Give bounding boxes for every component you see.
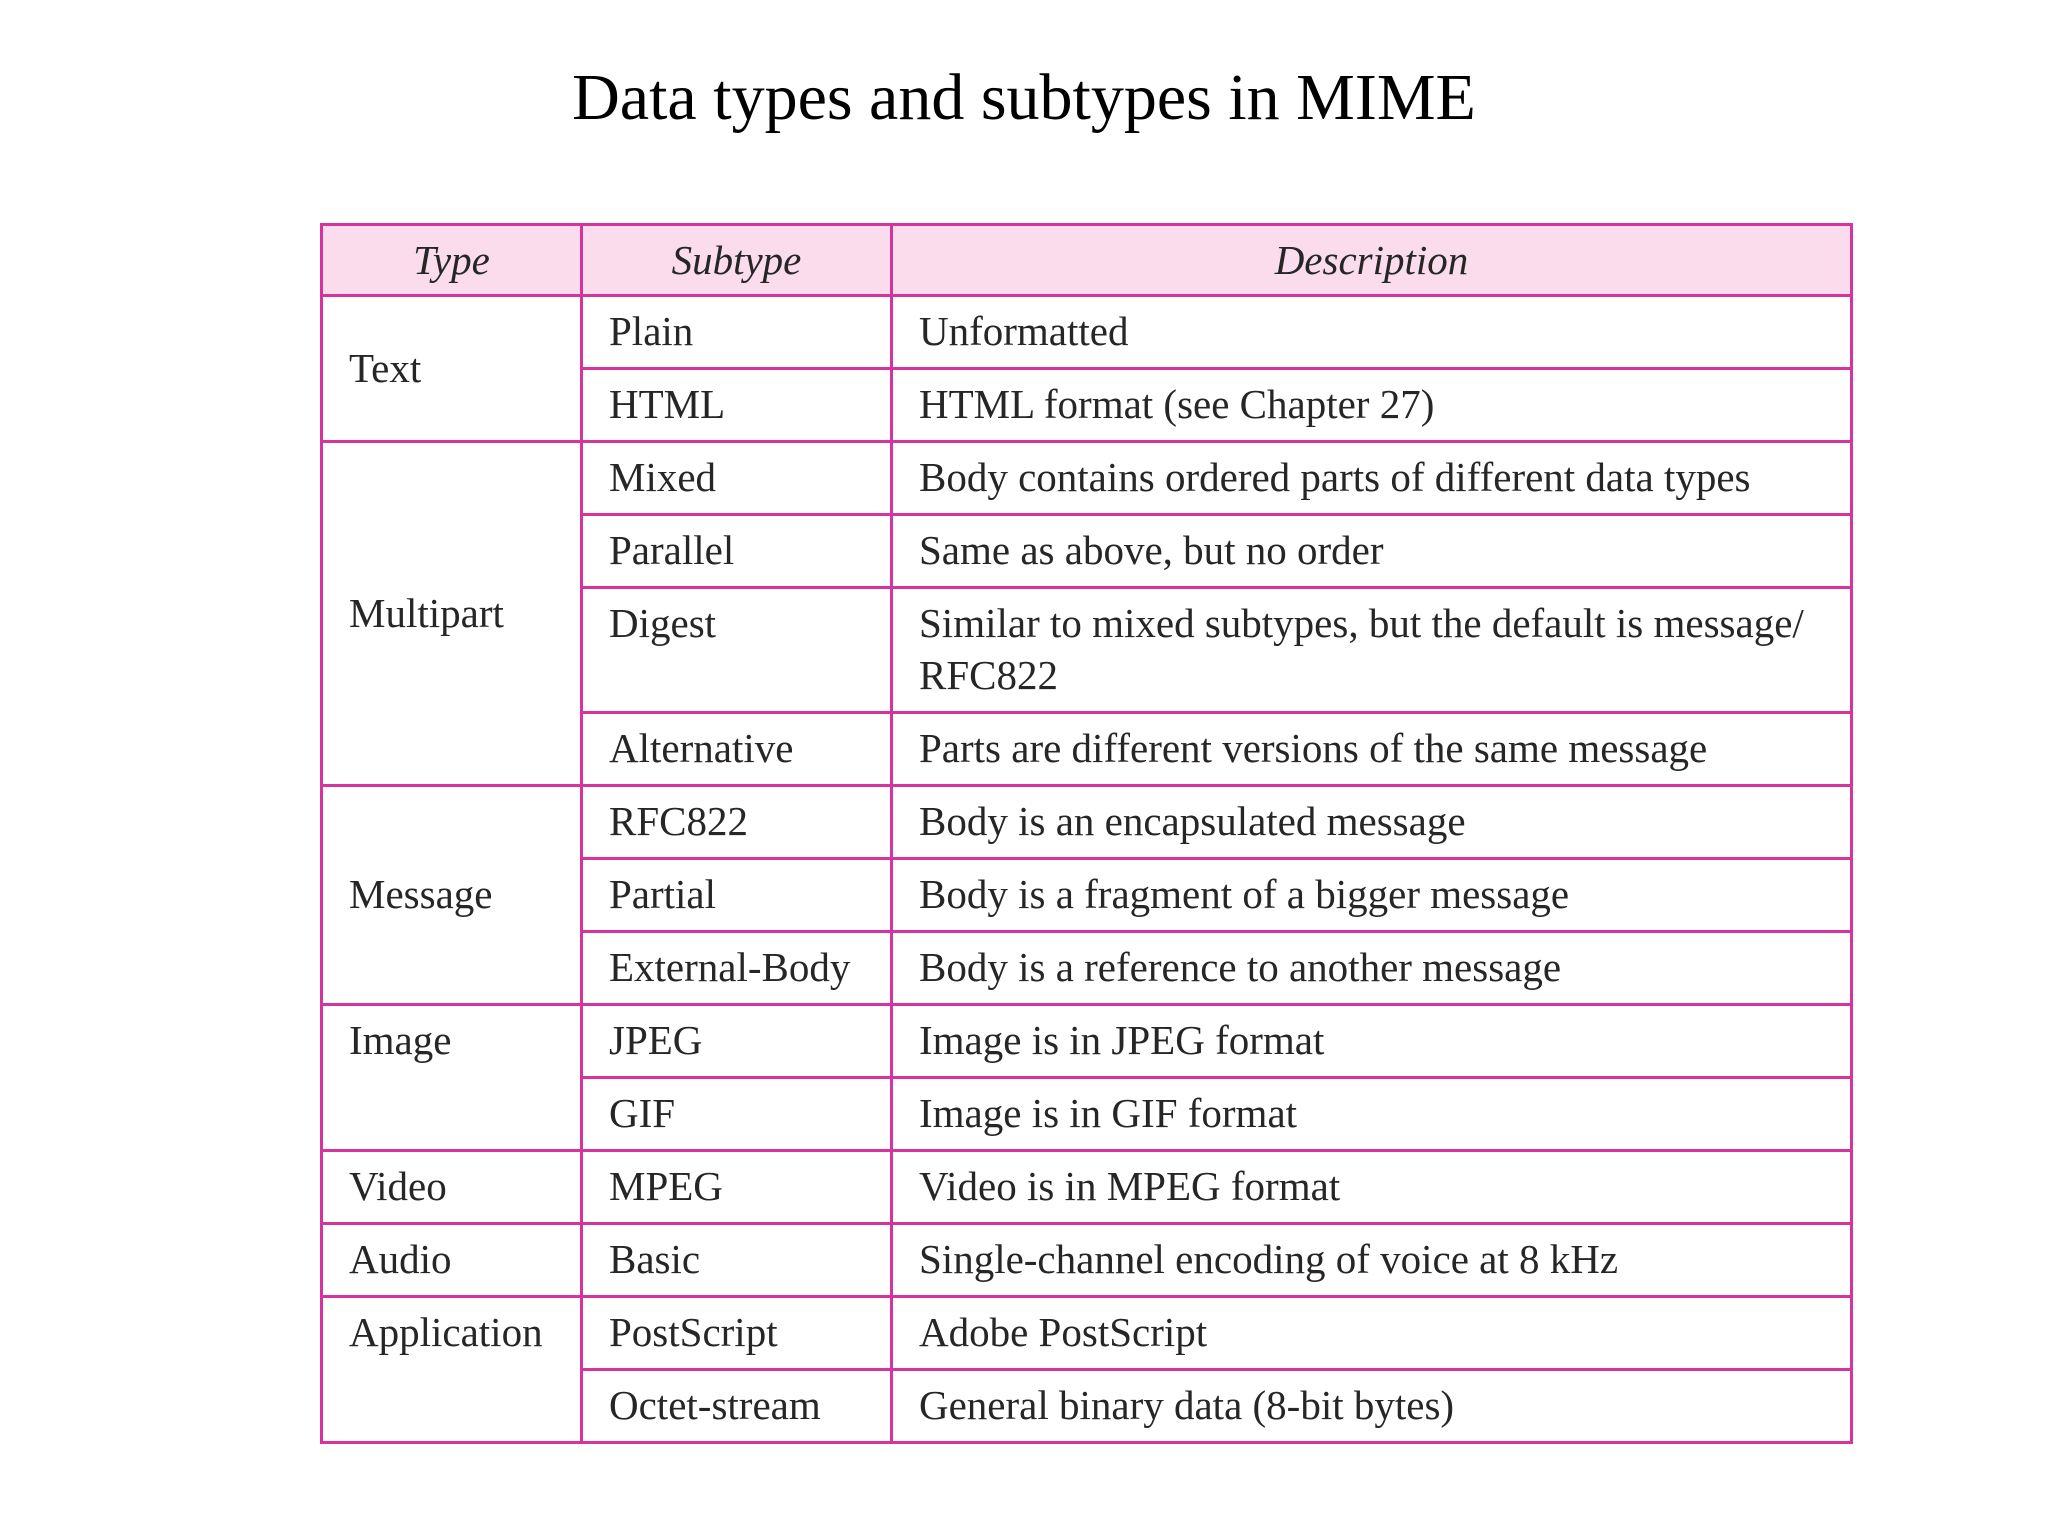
subtype-cell: External-Body [582, 932, 892, 1005]
header-description: Description [892, 225, 1852, 296]
type-cell-multipart: Multipart [322, 442, 582, 786]
table-row [322, 1005, 1852, 1078]
table-row [322, 786, 1852, 859]
description-cell: Video is in MPEG format [892, 1151, 1852, 1224]
description-cell: General binary data (8-bit bytes) [892, 1370, 1852, 1443]
subtype-cell: Partial [582, 859, 892, 932]
description-cell: Similar to mixed subtypes, but the default is message/ RFC822 [892, 588, 1852, 713]
subtype-cell: GIF [582, 1078, 892, 1151]
subtype-cell: HTML [582, 369, 892, 442]
description-cell: HTML format (see Chapter 27) [892, 369, 1852, 442]
description-cell: Image is in JPEG format [892, 1005, 1852, 1078]
table-row [322, 442, 1852, 515]
subtype-cell: Digest [582, 588, 892, 713]
description-cell: Body is a fragment of a bigger message [892, 859, 1852, 932]
subtype-cell: RFC822 [582, 786, 892, 859]
table-row [322, 1297, 1852, 1370]
table-row [322, 296, 1852, 369]
description-cell: Single-channel encoding of voice at 8 kHz [892, 1224, 1852, 1297]
table-row [322, 1151, 1852, 1224]
table-header [322, 225, 1852, 296]
table-body [322, 296, 1852, 1443]
description-cell: Body is a reference to another message [892, 932, 1852, 1005]
header-row [322, 225, 1852, 296]
subtype-cell: PostScript [582, 1297, 892, 1370]
type-cell-message: Message [322, 786, 582, 1005]
subtype-cell: Mixed [582, 442, 892, 515]
type-cell-text: Text [322, 296, 582, 442]
subtype-cell: Plain [582, 296, 892, 369]
table-row [322, 1224, 1852, 1297]
description-cell: Adobe PostScript [892, 1297, 1852, 1370]
header-type: Type [322, 225, 582, 296]
description-cell: Parts are different versions of the same message [892, 713, 1852, 786]
subtype-cell: Octet-stream [582, 1370, 892, 1443]
description-cell: Same as above, but no order [892, 515, 1852, 588]
subtype-cell: Parallel [582, 515, 892, 588]
description-cell: Unformatted [892, 296, 1852, 369]
subtype-cell: Basic [582, 1224, 892, 1297]
subtype-cell: Alternative [582, 713, 892, 786]
description-cell: Image is in GIF format [892, 1078, 1852, 1151]
subtype-cell: MPEG [582, 1151, 892, 1224]
type-cell-audio: Audio [322, 1224, 582, 1297]
header-subtype: Subtype [582, 225, 892, 296]
description-cell: Body contains ordered parts of different data types [892, 442, 1852, 515]
mime-types-table [320, 223, 1853, 1444]
description-cell: Body is an encapsulated message [892, 786, 1852, 859]
type-cell-application: Application [322, 1297, 582, 1443]
type-cell-image: Image [322, 1005, 582, 1151]
page-title: Data types and subtypes in MIME [572, 61, 1476, 134]
type-cell-video: Video [322, 1151, 582, 1224]
subtype-cell: JPEG [582, 1005, 892, 1078]
